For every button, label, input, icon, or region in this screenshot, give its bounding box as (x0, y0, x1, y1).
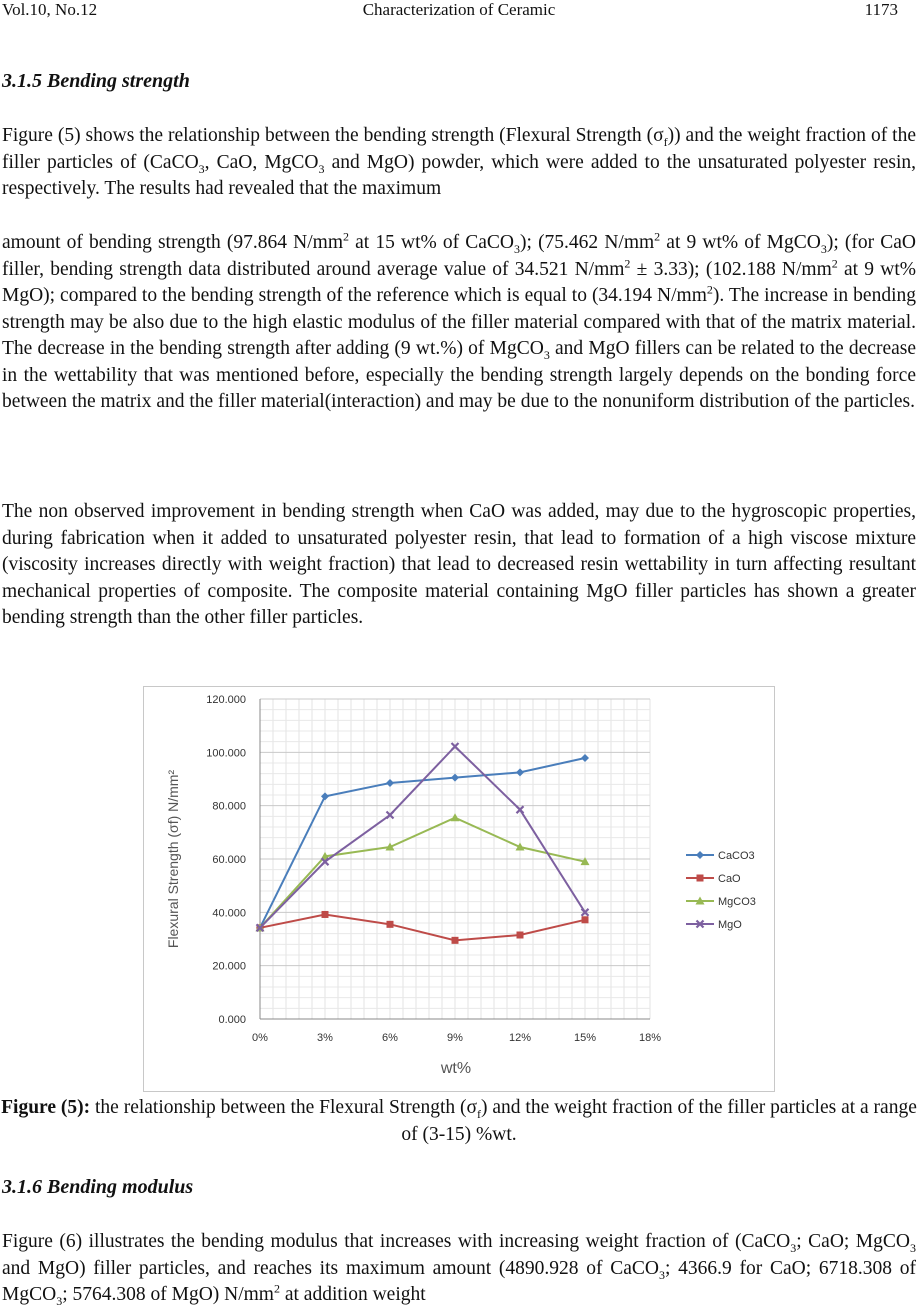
legend-label-cao: CaO (718, 873, 741, 885)
data-point-cao (322, 911, 329, 918)
paragraph-1: Figure (5) shows the relationship between the bending strength (Flexural Strength $(\sigma_f)$) and the weight fraction of the filler particles of (CaCO$_3$, CaO, MgCO$_3$ and MgO) powder, which were added to the unsaturated polyester resin, respectively. The results had revealed that the maximum (2, 125, 916, 199)
x-tick-label: 12% (508, 1032, 532, 1044)
y-tick-label: 40.000 (212, 907, 246, 920)
data-point-caco3 (451, 774, 459, 782)
y-tick-label: 60.000 (212, 854, 246, 866)
x-tick-label: 15% (573, 1032, 597, 1044)
x-tick-label: 3% (317, 1032, 333, 1044)
series-line-caco3 (260, 758, 585, 928)
data-point-cao (387, 921, 394, 928)
y-tick-label: 20.000 (212, 960, 246, 973)
x-tick-label: 0% (252, 1032, 268, 1044)
data-point-caco3 (581, 754, 589, 762)
y-tick-label: 80.000 (212, 800, 246, 813)
section-title-bending-strength: 3.1.5 Bending strength (2, 70, 190, 92)
paragraph-2: amount of bending strength (97.864 $N/mm^2$ at 15 wt% of CaCO$_3$); (75.462 $N/mm^2$ at 9 wt% of MgCO$_3$); (for CaO filler, bending strength data distributed around average value of 34.521 $N/mm^2 \pm 3.33$); (102.188 $N/mm^2$ at 9 wt% MgO); compared to the bending strength of the reference which is equal to (34.194 $N/mm^2$). The increase in bending strength may be also due to the high elastic modulus of the filler material compared with that of the matrix material. The decrease in the bending strength after adding (9 wt.%) of MgCO$_3$ and MgO fillers can be related to the decrease in the wettability that was mentioned before, especially the bending strength largely depends on the bonding force between the matrix and the filler material(interaction) and may be due to the nonuniform distribution of the particles. (2, 229, 917, 412)
data-point-caco3 (516, 768, 524, 776)
data-point-cao (452, 937, 459, 944)
section-title-bending-modulus: 3.1.6 Bending modulus (2, 1176, 194, 1198)
legend-label-caco3: CaCO3 (718, 850, 755, 862)
page-number: 1173 (864, 0, 898, 19)
legend-marker-cao (697, 875, 704, 882)
x-tick-label: 6% (382, 1032, 398, 1044)
data-point-mgco3 (451, 813, 460, 821)
journal-volume: Vol.10, No.12 (2, 0, 98, 19)
running-title: Characterization of Ceramic (362, 0, 556, 19)
paragraph-3: The non observed improvement in bending strength when CaO was added, may due to the hygroscopic properties, during fabrication when it added to unsaturated polyester resin, that lead to formation of a high viscose mixture (viscosity increases directly with weight fraction) that lead to decreased resin wettability in turn affecting resultant mechanical properties of composite. The composite material containing MgO filler particles has shown a greater bending strength than the other filler particles. (2, 501, 916, 628)
data-point-cao (517, 932, 524, 939)
legend-label-mgco3: MgCO3 (718, 896, 756, 908)
x-axis-title: wt% (440, 1060, 472, 1077)
flexural-strength-chart (143, 686, 775, 1092)
chart-svg (144, 687, 774, 1091)
y-tick-label: 100.000 (206, 747, 246, 760)
data-point-caco3 (386, 779, 394, 787)
figure-caption: Figure (5): the relationship between the Flexural Strength $(\sigma_f)$ and the weight fraction of the filler particles at a range of (3-15) %wt. (1, 1097, 917, 1145)
legend-marker-caco3 (696, 851, 704, 859)
data-point-caco3 (321, 792, 329, 800)
paragraph-4: Figure (6) illustrates the bending modulus that increases with increasing weight fraction of (CaCO$_3$; CaO; MgCO$_3$ and MgO) filler particles, and reaches its maximum amount (4890.928 of CaCO$_3$; 4366.9 for CaO; 6718.308 of MgCO$_3$; 5764.308 of MgO) $N/mm^2$ at addition weight (2, 1231, 916, 1308)
legend-label-mgo: MgO (718, 919, 742, 931)
y-axis-title: Flexural Strength (σf) N/mm² (165, 769, 181, 949)
x-tick-label: 9% (447, 1032, 463, 1044)
y-tick-label: 0.000 (218, 1014, 246, 1026)
page-header (0, 0, 918, 22)
data-point-cao (582, 916, 589, 923)
series-line-cao (260, 914, 585, 940)
y-tick-label: 120.000 (206, 694, 246, 706)
x-tick-label: 18% (638, 1032, 662, 1044)
